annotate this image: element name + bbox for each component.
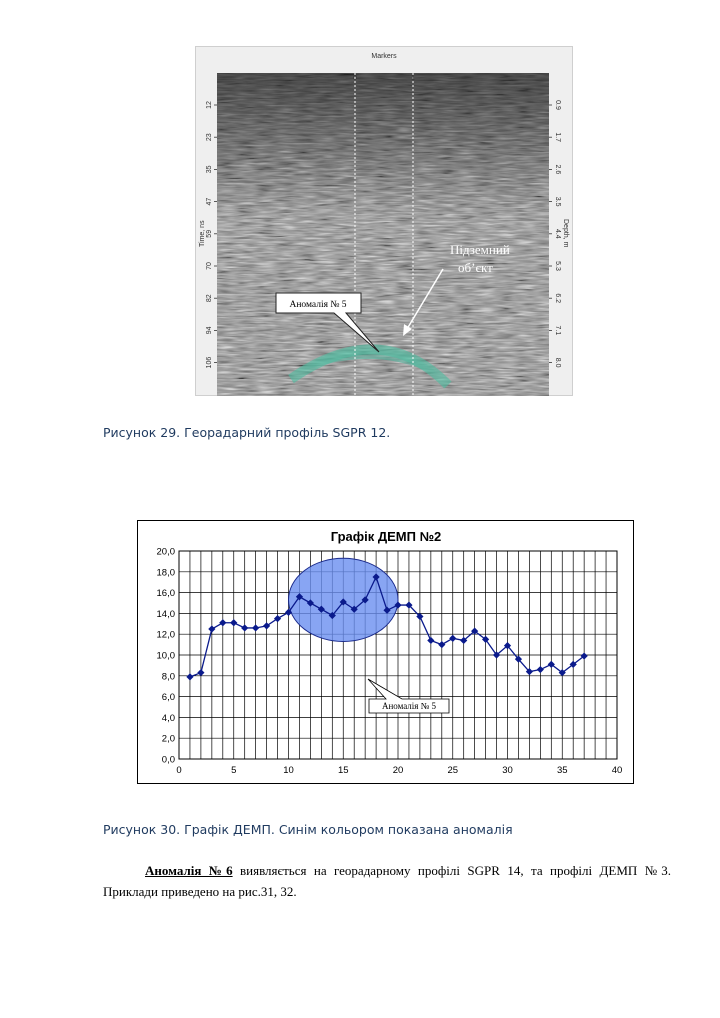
data-point — [449, 635, 456, 642]
time-tick-label: 59 — [206, 229, 213, 238]
object-label-line1: Підземний — [450, 242, 510, 257]
radargram-figure — [195, 46, 573, 396]
depth-tick-label: 2.6 — [554, 164, 561, 175]
x-tick-label: 30 — [502, 765, 513, 776]
chart-x-ticks — [176, 765, 622, 776]
data-point — [438, 641, 445, 648]
x-tick-label: 20 — [392, 765, 404, 776]
depth-tick-label: 0.9 — [554, 100, 561, 110]
depth-axis-ticks — [549, 100, 561, 367]
y-tick-label: 0,0 — [161, 754, 175, 766]
data-point — [208, 625, 215, 632]
markers-header: Markers — [371, 53, 397, 60]
depth-tick-label: 1.7 — [554, 132, 561, 143]
radargram-svg — [196, 47, 574, 397]
time-tick-label: 70 — [206, 262, 213, 270]
chart-title: Графік ДЕМП №2 — [330, 529, 442, 544]
y-tick-label: 12,0 — [156, 629, 175, 641]
x-tick-label: 10 — [283, 765, 294, 776]
paragraph-lead: Аномалія №6 — [145, 863, 233, 878]
data-point — [252, 624, 259, 631]
depth-tick-label: 8.0 — [554, 357, 561, 368]
y-tick-label: 2,0 — [161, 733, 175, 745]
chart-grid — [179, 551, 617, 759]
y-tick-label: 20,0 — [156, 546, 175, 558]
data-point — [197, 669, 204, 676]
y-tick-label: 18,0 — [156, 567, 175, 579]
x-tick-label: 15 — [337, 765, 349, 776]
x-tick-label: 25 — [447, 765, 459, 776]
y-tick-label: 8,0 — [161, 671, 175, 683]
time-tick-label: 82 — [206, 294, 213, 303]
depth-tick-label: 5.3 — [554, 261, 561, 271]
data-point — [219, 619, 226, 626]
data-point — [427, 637, 434, 644]
data-point — [241, 624, 248, 631]
demp-chart — [137, 520, 634, 784]
x-tick-label: 0 — [176, 765, 182, 776]
data-point — [263, 622, 270, 629]
time-tick-label: 106 — [206, 356, 213, 369]
depth-tick-label: 3.5 — [554, 196, 561, 207]
paragraph-body: виявляється на георадарному профілі SGPR 14, та профілі ДЕМП №3. Приклади приведено на рис.31, 32. — [103, 863, 672, 899]
body-paragraph — [103, 860, 671, 902]
y-tick-label: 6,0 — [161, 692, 175, 704]
marker-label-1: 1 — [411, 75, 415, 82]
time-tick-label: 12 — [206, 101, 213, 109]
y-tick-label: 16,0 — [156, 588, 175, 600]
figure-29-caption: Рисунок 29. Георадарний профіль SGPR 12. — [103, 425, 391, 440]
depth-axis-label: Depth, m — [562, 219, 569, 248]
y-tick-label: 10,0 — [156, 650, 175, 662]
y-tick-label: 14,0 — [156, 608, 175, 620]
time-axis-label: Time, ns — [199, 220, 206, 247]
time-tick-label: 47 — [206, 197, 213, 206]
anomaly-callout-text: Аномалія № 5 — [289, 300, 347, 310]
data-point — [230, 619, 237, 626]
depth-tick-label: 6.2 — [554, 293, 561, 304]
y-tick-label: 4,0 — [161, 712, 175, 724]
data-point — [537, 666, 544, 673]
time-tick-label: 23 — [206, 133, 213, 142]
time-tick-label: 94 — [206, 326, 213, 335]
time-axis-ticks — [206, 101, 217, 368]
figure-30-caption: Рисунок 30. Графік ДЕМП. Синім кольором показана аномалія — [103, 822, 513, 837]
object-label-line2: об’єкт — [458, 260, 493, 275]
demp-chart-svg — [138, 521, 633, 783]
depth-tick-label: 4.4 — [554, 228, 561, 239]
paragraph-text — [103, 860, 671, 902]
time-tick-label: 35 — [206, 165, 213, 174]
x-tick-label: 35 — [556, 765, 568, 776]
depth-tick-label: 7.1 — [554, 325, 561, 336]
marker-label-0: 0 — [353, 75, 357, 82]
x-tick-label: 40 — [611, 765, 623, 776]
x-tick-label: 5 — [231, 765, 237, 776]
chart-callout-text: Аномалія № 5 — [381, 701, 437, 711]
data-point — [274, 615, 281, 622]
data-point — [186, 673, 193, 680]
chart-y-ticks — [157, 547, 176, 766]
